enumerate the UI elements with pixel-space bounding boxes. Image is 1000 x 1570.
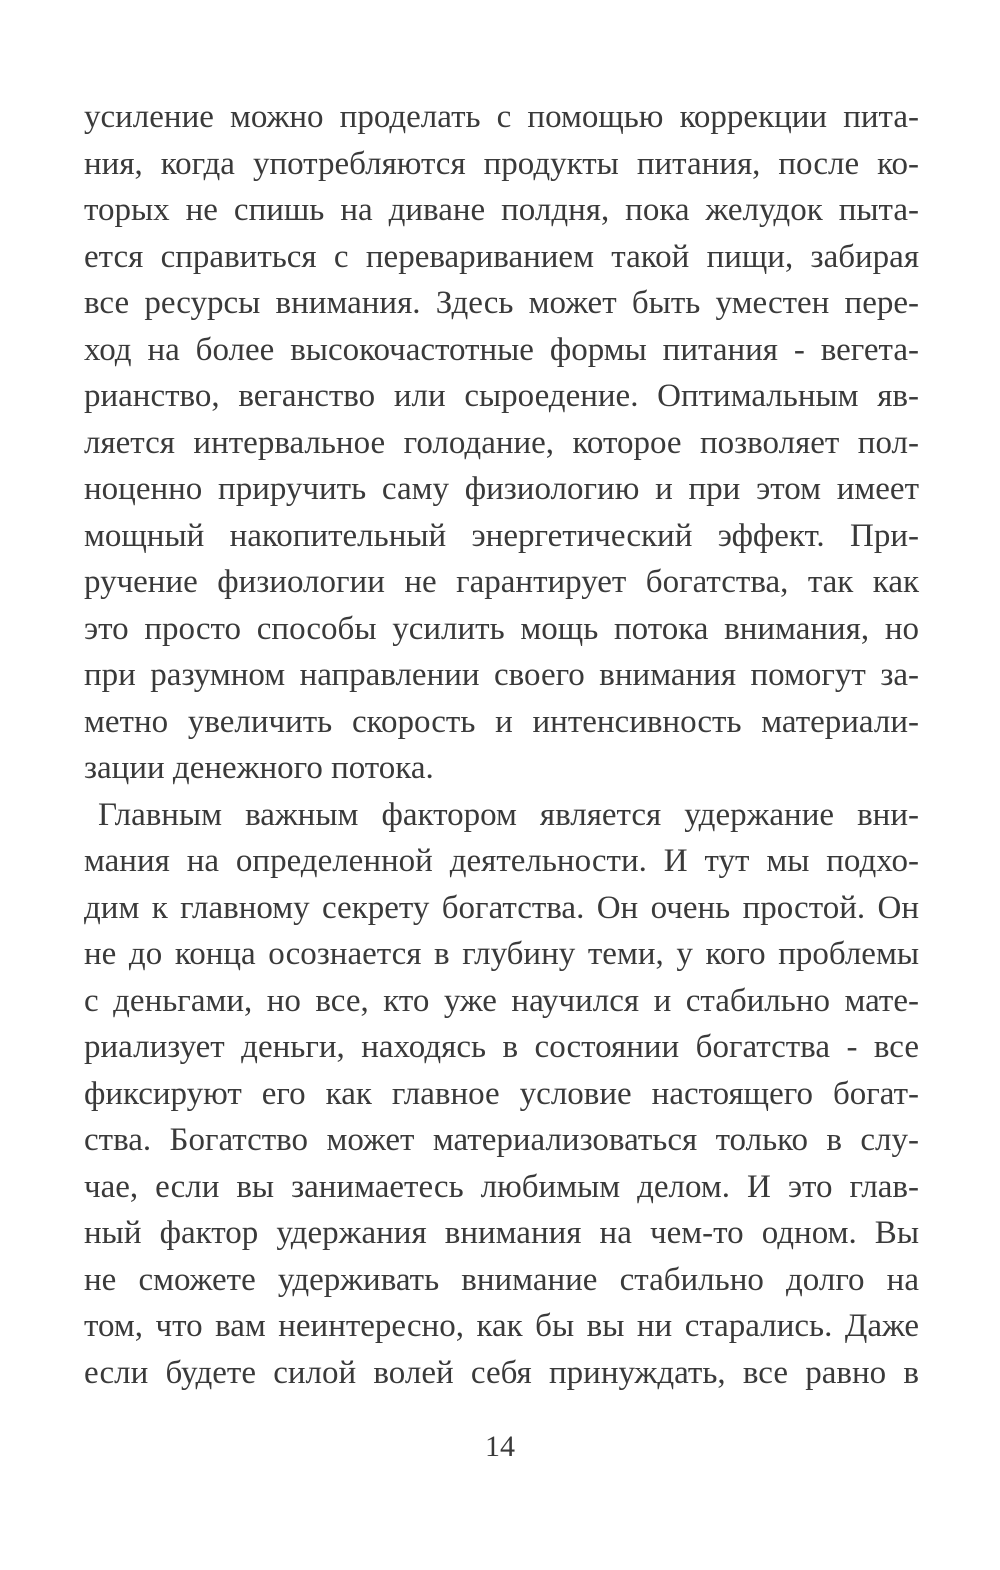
text-line: усиление можно проделать с помощью коррекции пита- — [84, 99, 919, 135]
text-line: рианство, веганство или сыроедение. Оптимальным яв- — [84, 378, 919, 414]
text-line: ручение физиологии не гарантирует богатства, так как — [84, 564, 919, 600]
text-line: метно увеличить скорость и интенсивность материали- — [84, 703, 919, 740]
text-line: с деньгами, но все, кто уже научился и стабильно мате- — [84, 982, 919, 1019]
text-line: дим к главному секрету богатства. Он очень простой. Он — [84, 889, 919, 926]
text-line: ход на более высокочастотные формы питания - вегета- — [84, 331, 919, 368]
text-line: ства. Богатство может материализоваться только в слу- — [84, 1122, 919, 1158]
text-line: риализует деньги, находясь в состоянии богатства - все — [84, 1029, 919, 1065]
text-line: ется справиться с перевариванием такой пищи, забирая — [84, 238, 919, 275]
page-number: 14 — [485, 1430, 515, 1463]
text-line: мания на определенной деятельности. И тут мы подхо- — [84, 843, 919, 879]
text-line: это просто способы усилить мощь потока внимания, но — [84, 610, 919, 647]
text-line: торых не спишь на диване полдня, пока желудок пыта- — [84, 192, 919, 228]
text-line: том, что вам неинтересно, как бы вы ни старались. Даже — [84, 1308, 919, 1344]
text-line: если будете силой волей себя принуждать, все равно в — [84, 1354, 919, 1391]
text-line: ния, когда употребляются продукты питания, после ко- — [84, 145, 919, 182]
text-line: ноценно приручить саму физиологию и при этом имеет — [84, 471, 919, 507]
text-line: все ресурсы внимания. Здесь может быть уместен пере- — [84, 285, 919, 321]
text-line: не до конца осознается в глубину теми, у кого проблемы — [84, 936, 919, 972]
text-line: не сможете удерживать внимание стабильно долго на — [84, 1261, 919, 1298]
text-line: мощный накопительный энергетический эффект. При- — [84, 517, 919, 554]
text-line: ляется интервальное голодание, которое позволяет пол- — [84, 424, 919, 461]
text-line: зации денежного потока. — [84, 750, 434, 786]
text-line: при разумном направлении своего внимания помогут за- — [84, 657, 919, 693]
text-line: Главным важным фактором является удержание вни- — [98, 796, 919, 833]
text-line: ный фактор удержания внимания на чем-то одном. Вы — [84, 1215, 919, 1251]
text-line: фиксируют его как главное условие настоящего богат- — [84, 1075, 919, 1112]
body-text — [84, 94, 919, 1396]
text-line: чае, если вы занимаетесь любимым делом. И это глав- — [84, 1168, 919, 1205]
